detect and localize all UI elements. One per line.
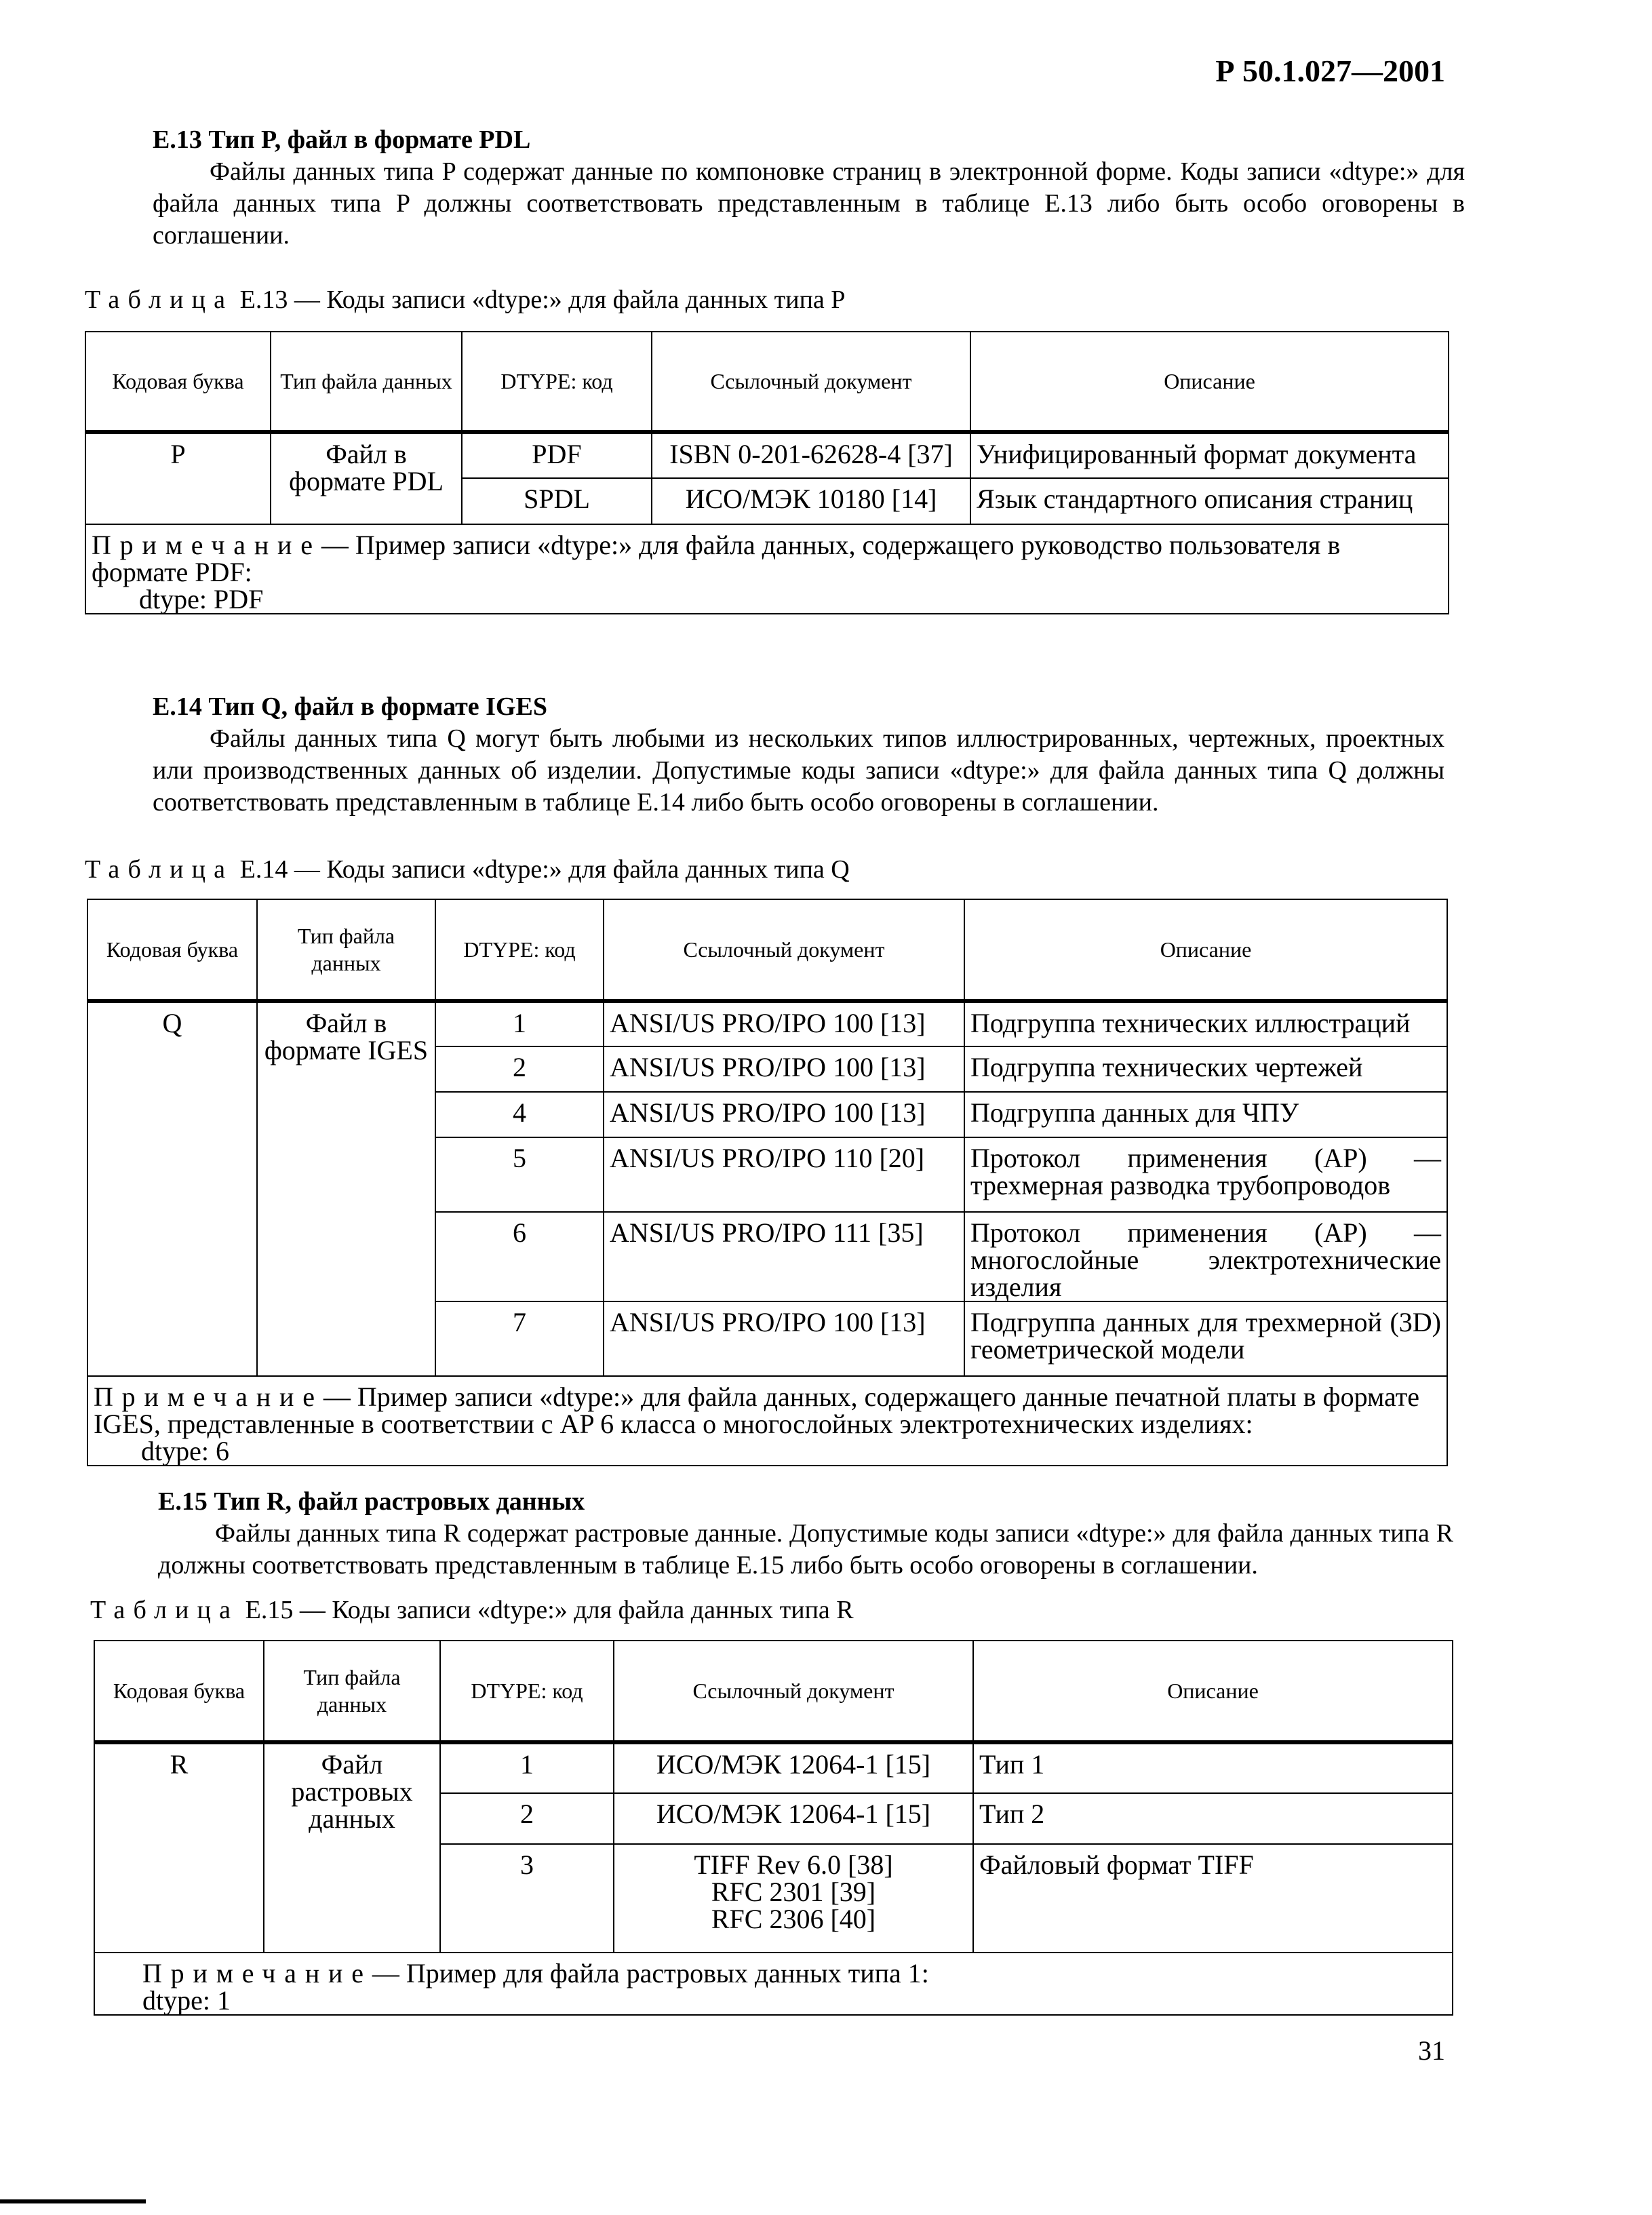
description-cell: Тип 2 [973, 1793, 1453, 1844]
reference-cell: ANSI/US PRO/IPO 100 [13] [604, 1001, 964, 1046]
reference-line: RFC 2301 [39] [711, 1877, 876, 1907]
dtype-code-cell: 1 [440, 1742, 614, 1793]
dtype-code-cell: 2 [435, 1046, 604, 1092]
header-dtype-code: DTYPE: код [435, 899, 604, 1001]
reference-cell: ИСО/МЭК 12064-1 [15] [614, 1793, 973, 1844]
table-caption [90, 1594, 854, 1626]
page-number: 31 [1418, 2035, 1445, 2066]
table-note [87, 1376, 1447, 1466]
header-reference: Ссылочный документ [652, 332, 970, 432]
header-description: Описание [973, 1641, 1453, 1742]
dtype-code-cell: 3 [440, 1844, 614, 1953]
note-example: dtype: 6 [141, 1436, 229, 1466]
header-reference: Ссылочный документ [604, 899, 964, 1001]
section-e15 [158, 1485, 1453, 1582]
dtype-code-cell: SPDL [462, 478, 652, 524]
note-row [85, 524, 1449, 614]
table-row [87, 1001, 1447, 1046]
dtype-code-cell: 5 [435, 1137, 604, 1212]
description-cell: Язык стандартного описания страниц [970, 478, 1449, 524]
section-heading: Е.13 Тип P, файл в формате PDL [153, 125, 531, 154]
table-e15 [94, 1640, 1453, 2016]
table-e14 [87, 899, 1448, 1466]
reference-line: TIFF Rev 6.0 [38] [694, 1849, 893, 1880]
section-e14 [153, 690, 1444, 819]
caption-text: Е.13 — Коды записи «dtype:» для файла данных типа P [239, 286, 846, 314]
table-row [85, 432, 1449, 478]
header-dtype-code: DTYPE: код [462, 332, 652, 432]
table-caption [85, 853, 850, 886]
note-row [94, 1953, 1453, 2015]
caption-text: Е.15 — Коды записи «dtype:» для файла данных типа R [245, 1596, 854, 1624]
header-code-letter: Кодовая буква [94, 1641, 264, 1742]
header-description: Описание [964, 899, 1447, 1001]
header-code-letter: Кодовая буква [85, 332, 271, 432]
reference-cell: ИСО/МЭК 10180 [14] [652, 478, 970, 524]
reference-cell [614, 1844, 973, 1953]
description-cell: Подгруппа технических чертежей [964, 1046, 1447, 1092]
header-file-type: Тип файла данных [257, 899, 435, 1001]
reference-cell: ANSI/US PRO/IPO 100 [13] [604, 1301, 964, 1376]
table-caption [85, 283, 845, 316]
description-cell: Файловый формат TIFF [973, 1844, 1453, 1953]
note-text: — Пример записи «dtype:» для файла данных, содержащего руководство пользователя в формате PDF: [92, 530, 1341, 587]
note-label: Примечание [142, 1958, 372, 1988]
caption-label: Таблица [90, 1596, 239, 1624]
document-number: Р 50.1.027—2001 [1215, 54, 1445, 88]
dtype-code-cell: 2 [440, 1793, 614, 1844]
description-cell: Подгруппа данных для трехмерной (3D) геометрической модели [964, 1301, 1447, 1376]
header-dtype-code: DTYPE: код [440, 1641, 614, 1742]
section-paragraph: Файлы данных типа Q могут быть любыми из нескольких типов иллюстрированных, чертежных, проектных или производственных данных об изделии. Допустимые коды записи «dtype:» для файла данных типа Q должны соответствовать представленным в таблице Е.14 либо быть особо оговорены в соглашении. [153, 724, 1444, 817]
reference-cell: ANSI/US PRO/IPO 111 [35] [604, 1212, 964, 1301]
table-row [94, 1742, 1453, 1793]
table-e13 [85, 331, 1449, 614]
note-example: dtype: PDF [139, 584, 264, 614]
section-heading: Е.14 Тип Q, файл в формате IGES [153, 692, 547, 721]
code-letter-cell: P [85, 432, 271, 524]
note-label: Примечание [92, 530, 321, 560]
table-note [85, 524, 1449, 614]
note-example: dtype: 1 [142, 1985, 231, 2016]
file-type-cell: Файл в формате IGES [257, 1001, 435, 1376]
table-note [94, 1953, 1453, 2015]
dtype-code-cell: 4 [435, 1092, 604, 1137]
header-file-type: Тип файла данных [271, 332, 462, 432]
header-description: Описание [970, 332, 1449, 432]
file-type-cell: Файл в формате PDL [271, 432, 462, 524]
description-cell: Унифицированный формат документа [970, 432, 1449, 478]
note-row [87, 1376, 1447, 1466]
description-cell: Тип 1 [973, 1742, 1453, 1793]
note-label: Примечание [94, 1381, 323, 1412]
caption-label: Таблица [85, 855, 234, 884]
description-cell: Подгруппа технических иллюстраций [964, 1001, 1447, 1046]
dtype-code-cell: PDF [462, 432, 652, 478]
note-text: — Пример записи «dtype:» для файла данных, содержащего данные печатной платы в формате IGES, представленные в соответствии с AP 6 класса о многослойных электротехнических изделиях: [94, 1381, 1419, 1439]
description-cell: Протокол применения (AP) — трехмерная разводка трубопроводов [964, 1137, 1447, 1212]
note-text: — Пример для файла растровых данных типа 1: [372, 1958, 929, 1988]
code-letter-cell: Q [87, 1001, 257, 1376]
reference-line: RFC 2306 [40] [711, 1904, 876, 1934]
section-paragraph: Файлы данных типа R содержат растровые данные. Допустимые коды записи «dtype:» для файла данных типа R должны соответствовать представленным в таблице Е.15 либо быть особо оговорены в соглашении. [158, 1519, 1453, 1580]
section-paragraph: Файлы данных типа P содержат данные по компоновке страниц в электронной форме. Коды записи «dtype:» для файла данных типа P должны соответствовать представленным в таблице Е.13 либо быть особо оговорены в соглашении. [153, 157, 1465, 250]
section-heading: Е.15 Тип R, файл растровых данных [158, 1487, 585, 1516]
header-code-letter: Кодовая буква [87, 899, 257, 1001]
description-cell: Протокол применения (AP) — многослойные электротехнические изделия [964, 1212, 1447, 1301]
header-file-type: Тип файла данных [264, 1641, 440, 1742]
reference-cell: ANSI/US PRO/IPO 100 [13] [604, 1092, 964, 1137]
scan-edge-mark [0, 2199, 146, 2203]
header-reference: Ссылочный документ [614, 1641, 973, 1742]
caption-text: Е.14 — Коды записи «dtype:» для файла данных типа Q [239, 855, 850, 884]
code-letter-cell: R [94, 1742, 264, 1953]
dtype-code-cell: 1 [435, 1001, 604, 1046]
reference-cell: ISBN 0-201-62628-4 [37] [652, 432, 970, 478]
reference-cell: ИСО/МЭК 12064-1 [15] [614, 1742, 973, 1793]
reference-cell: ANSI/US PRO/IPO 100 [13] [604, 1046, 964, 1092]
section-e13 [153, 123, 1465, 252]
description-cell: Подгруппа данных для ЧПУ [964, 1092, 1447, 1137]
dtype-code-cell: 7 [435, 1301, 604, 1376]
reference-cell: ANSI/US PRO/IPO 110 [20] [604, 1137, 964, 1212]
caption-label: Таблица [85, 286, 234, 314]
file-type-cell: Файл растровых данных [264, 1742, 440, 1953]
dtype-code-cell: 6 [435, 1212, 604, 1301]
